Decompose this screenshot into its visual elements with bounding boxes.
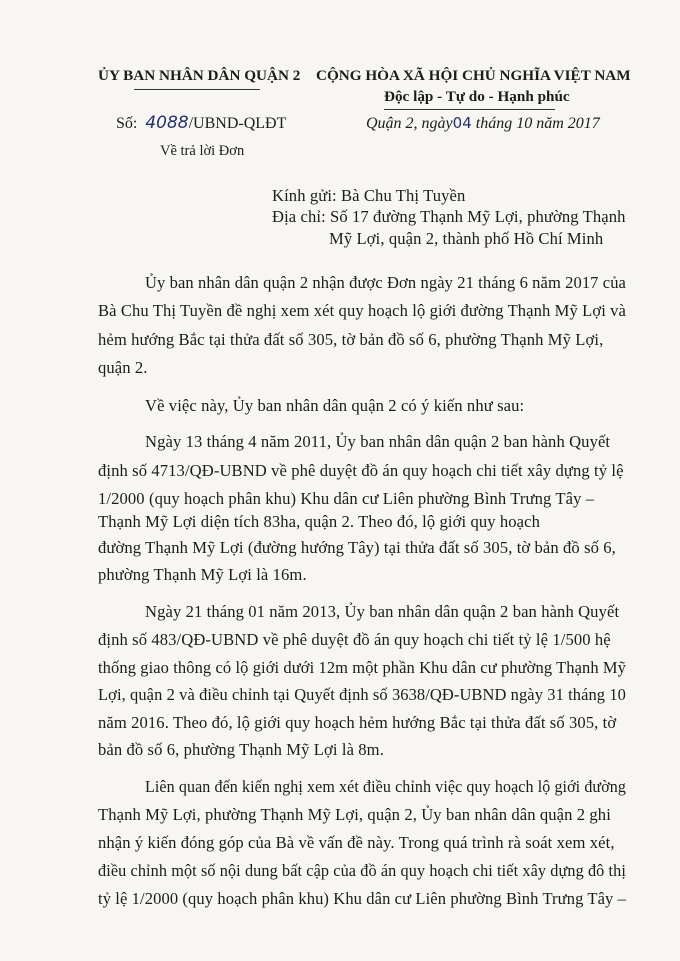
paragraph-line: hẻm hướng Bắc tại thửa đất số 305, tờ bản đồ số 6, phường Thạnh Mỹ Lợi,	[98, 330, 604, 349]
paragraph-line: Ủy ban nhân dân quận 2 nhận được Đơn ngày 21 tháng 6 năm 2017 của	[145, 273, 626, 292]
place-date-prefix: Quận 2, ngày	[366, 115, 453, 132]
paragraph-line: nhận ý kiến đóng góp của Bà về vấn đề này. Trong quá trình rà soát xem xét,	[98, 833, 615, 852]
republic-name: CỘNG HÒA XÃ HỘI CHỦ NGHĨA VIỆT NAM	[316, 67, 631, 84]
paragraph-line: năm 2016. Theo đó, lộ giới quy hoạch hẻm hướng Bắc tại thửa đất số 305, tờ	[98, 713, 617, 732]
paragraph-line: Thạnh Mỹ Lợi diện tích 83ha, quận 2. Theo đó, lộ giới quy hoạch	[98, 512, 540, 531]
day-handwritten: 04	[452, 114, 472, 132]
motto-underline	[384, 109, 555, 110]
place-date-suffix: tháng 10 năm 2017	[475, 115, 600, 132]
recipient-address-line-1: Địa chỉ: Số 17 đường Thạnh Mỹ Lợi, phường Thạnh	[272, 207, 626, 226]
place-and-date	[366, 114, 600, 133]
paragraph-line: thống giao thông có lộ giới dưới 12m một phần Khu dân cư phường Thạnh Mỹ	[98, 658, 626, 677]
paragraph-line: điều chỉnh một số nội dung bất cập của đồ án quy hoạch chi tiết xây dựng đô thị	[98, 861, 626, 880]
doc-number-handwritten: 4088	[145, 113, 189, 133]
recipient-greeting: Kính gửi: Bà Chu Thị Tuyền	[272, 186, 466, 205]
recipient-address-line-2: Mỹ Lợi, quận 2, thành phố Hồ Chí Minh	[329, 229, 604, 248]
paragraph-line: Lợi, quận 2 và điều chỉnh tại Quyết định số 3638/QĐ-UBND ngày 31 tháng 10	[98, 685, 626, 704]
paragraph-line: phường Thạnh Mỹ Lợi là 16m.	[98, 565, 307, 584]
paragraph-line: định số 483/QĐ-UBND về phê duyệt đồ án quy hoạch chi tiết tỷ lệ 1/500 hệ	[98, 630, 611, 649]
paragraph-line: Bà Chu Thị Tuyền đề nghị xem xét quy hoạch lộ giới đường Thạnh Mỹ Lợi và	[98, 301, 626, 320]
paragraph-line: quận 2.	[98, 358, 148, 377]
paragraph-line: Ngày 21 tháng 01 năm 2013, Ủy ban nhân dân quận 2 ban hành Quyết	[145, 602, 620, 621]
doc-number-prefix: Số:	[116, 115, 138, 132]
document-subject: Về trả lời Đơn	[160, 143, 245, 159]
paragraph-line: Thạnh Mỹ Lợi, phường Thạnh Mỹ Lợi, quận 2, Ủy ban nhân dân quận 2 ghi	[98, 805, 611, 824]
paragraph-line: Liên quan đến kiến nghị xem xét điều chỉnh việc quy hoạch lộ giới đường	[145, 777, 626, 796]
paragraph-line: bản đồ số 6, phường Thạnh Mỹ Lợi là 8m.	[98, 740, 384, 759]
authority-underline	[134, 89, 260, 90]
doc-number-suffix: /UBND-QLĐT	[188, 115, 287, 132]
paragraph-line: Ngày 13 tháng 4 năm 2011, Ủy ban nhân dân quận 2 ban hành Quyết	[145, 432, 611, 451]
paragraph-line: Về việc này, Ủy ban nhân dân quận 2 có ý kiến như sau:	[145, 396, 525, 415]
authority-name: ỦY BAN NHÂN DÂN QUẬN 2	[98, 67, 301, 84]
paragraph-line: định số 4713/QĐ-UBND về phê duyệt đồ án quy hoạch chi tiết xây dựng tỷ lệ	[98, 461, 624, 480]
national-motto: Độc lập - Tự do - Hạnh phúc	[384, 88, 570, 105]
paragraph-line: đường Thạnh Mỹ Lợi (đường hướng Tây) tại thửa đất số 305, tờ bản đồ số 6,	[98, 538, 616, 557]
paragraph-line: 1/2000 (quy hoạch phân khu) Khu dân cư Liên phường Bình Trưng Tây –	[98, 489, 595, 508]
paragraph-line: tỷ lệ 1/2000 (quy hoạch phân khu) Khu dân cư Liên phường Bình Trưng Tây –	[98, 889, 626, 908]
document-number	[116, 113, 286, 133]
